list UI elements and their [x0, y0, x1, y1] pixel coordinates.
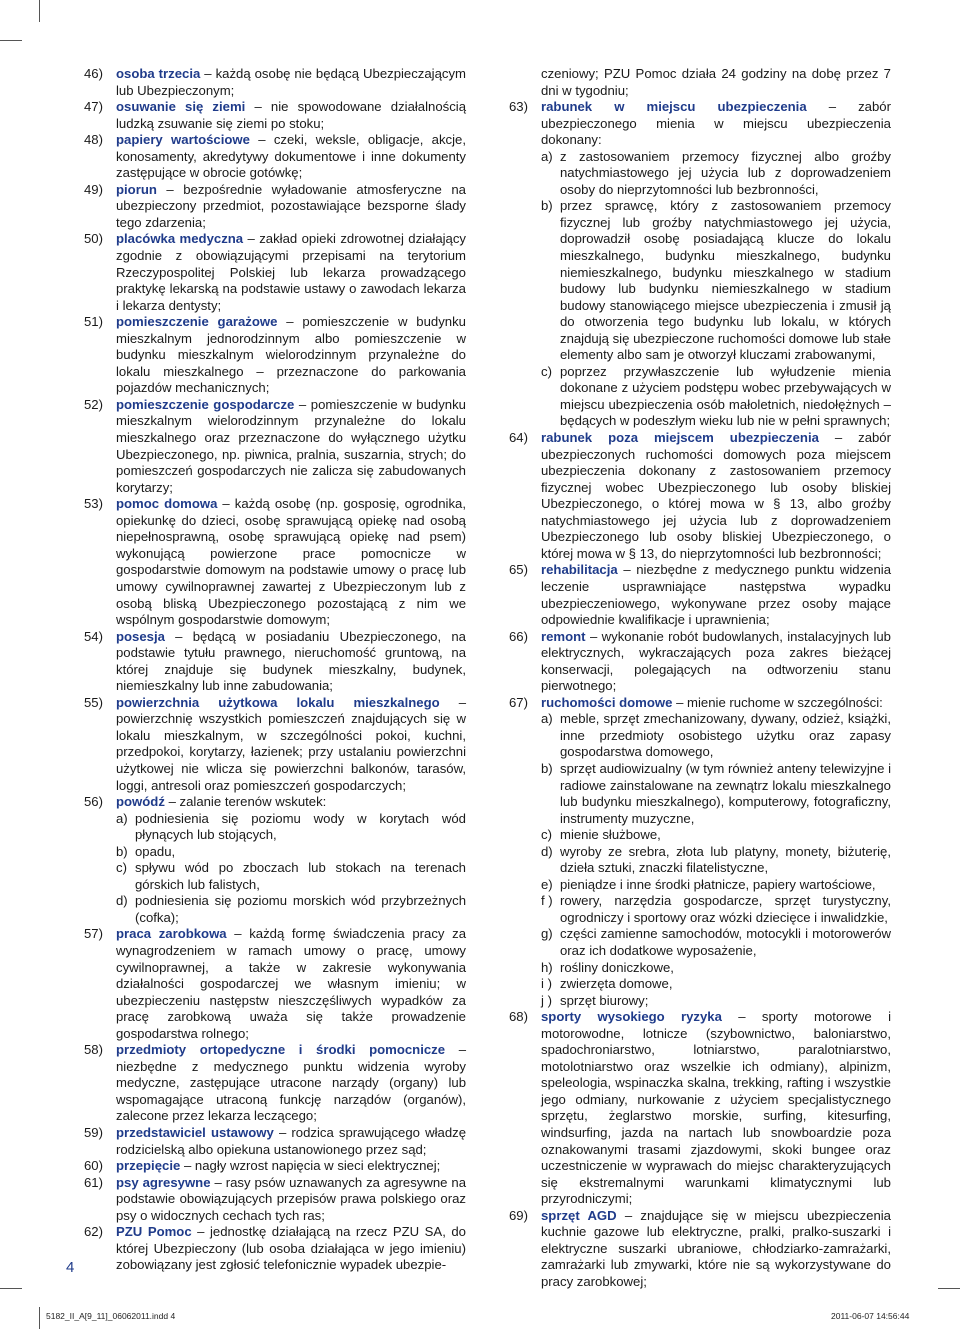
defined-term: sporty wysokiego ryzyka: [541, 1009, 722, 1025]
defined-term: psy agresywne: [116, 1174, 211, 1190]
sub-item-label: e): [541, 876, 553, 892]
defined-term: posesja: [116, 628, 165, 644]
page-number: 4: [66, 1259, 75, 1276]
definition-item: [84, 1158, 466, 1175]
item-number: 61): [84, 1174, 103, 1190]
item-number: 48): [84, 132, 103, 148]
definition-text: – znajdujące się w miejscu ubezpieczenia kuchnie gazowe lub elektryczne, pralki, pralko-suszarki i elektryczne suszarki ubraniowe, chłodziarko-zamrażarki, zamrażarki lub zmywarki, które nie są wykorzystywane do pracy zarobkowej;: [541, 1207, 891, 1289]
defined-term: powierzchnia użytkowa lokalu mieszkalnego: [116, 694, 440, 710]
definition-item: [84, 1175, 466, 1225]
crop-mark: [0, 40, 22, 41]
definition-item: [84, 926, 466, 1042]
sub-item: [541, 926, 891, 959]
item-number: 58): [84, 1042, 103, 1058]
item-number: 51): [84, 314, 103, 330]
defined-term: pomieszczenie gospodarcze: [116, 396, 295, 412]
sub-item: [541, 364, 891, 430]
definition-text: – zabór ubezpieczonego mienia w miejscu ubezpieczenia dokonany:: [541, 99, 891, 148]
item-body: [541, 430, 891, 562]
item-number: 63): [509, 99, 528, 115]
item-body: [116, 66, 466, 99]
sub-item-label: c): [116, 860, 127, 876]
definition-text: – rodzica sprawującego władzę rodzicielską albo opiekuna ustanowionego przez sąd;: [116, 1125, 467, 1157]
sub-item: [541, 893, 891, 926]
footer-timestamp: 2011-06-07 14:56:44: [831, 1311, 910, 1321]
definition-text: – niezbędne z medycznego punktu widzenia leczenie usprawniające następstwa wypadku ubezpieczeniowego, wykonywane przez osoby mające odpowiednie kwalifikacje i uprawnienia;: [541, 562, 892, 628]
definition-text: – czeki, weksle, obligacje, akcje, konosamenty, akredytywy dokumentowe i inne dokumenty zastępujące w obrocie gotówkę;: [116, 132, 467, 181]
sub-item: [541, 198, 891, 363]
defined-term: papiery wartościowe: [116, 132, 250, 148]
definition-text: – zalanie terenów wskutek:: [168, 794, 327, 810]
sub-item: [116, 893, 466, 926]
crop-mark: [39, 0, 40, 22]
definition-item: [84, 231, 466, 314]
continuation-paragraph: [509, 66, 891, 99]
sub-item-label: j ): [541, 992, 552, 1008]
item-body: [116, 314, 466, 397]
defined-term: praca zarobkowa: [116, 926, 227, 942]
sub-item: [541, 827, 891, 844]
item-number: 52): [84, 396, 103, 412]
crop-mark: [938, 1288, 960, 1289]
item-body: [116, 794, 466, 926]
sub-item-text: podniesienia się poziomu wody w korytach wód płynących lub stojących,: [135, 810, 466, 843]
definition-text: – każdą osobę (np. gosposię, ogrodnika, opiekunkę do dzieci, osobę sprawującą opiekę nad osobą niepełnosprawną, osobę sprawującą opiekę nad psem) wykonującą powierzone prace pomocnicze w gospodarstwie domowym na podstawie umowy o pracę lub umowy cywilnoprawnej zawartej z Ubezpieczonym lub z osobą bliską Ubezpieczonego pozostającą z nim we wspólnym gospodarstwie domowym;: [116, 496, 466, 628]
item-number: 60): [84, 1158, 103, 1174]
sub-item: [541, 149, 891, 199]
sub-item-text: pieniądze i inne środki płatnicze, papiery wartościowe,: [560, 876, 876, 892]
sub-item-text: zwierzęta domowe,: [560, 976, 673, 992]
sub-item-label: a): [116, 810, 128, 826]
defined-term: ruchomości domowe: [541, 694, 673, 710]
continuation-text: czeniowy; PZU Pomoc działa 24 godziny na dobę przez 7 dni w tygodniu;: [541, 66, 891, 98]
definition-text: – każdą formę świadczenia pracy za wynagrodzeniem w ramach umowy o pracę, umowy cywilnoprawnej, a także w zakresie wykonywania działalności gospodarczej we własnym imieniu; w ubezpieczeniu następstw nieszczęśliwych wypadków za pracę zarobkową uważa się także prowadzenie gospodarstwa rolnego;: [116, 926, 466, 1041]
definition-item: [84, 99, 466, 132]
definition-item: [84, 794, 466, 926]
sub-item-text: mienie służbowe,: [560, 827, 661, 843]
left-column: [84, 66, 466, 1274]
sub-item-label: d): [541, 843, 553, 859]
item-number: 49): [84, 181, 103, 197]
sub-item: [116, 860, 466, 893]
sub-item: [116, 844, 466, 861]
defined-term: piorun: [116, 181, 157, 197]
item-number: 64): [509, 430, 528, 446]
item-number: 69): [509, 1207, 528, 1223]
item-body: [116, 1224, 466, 1274]
definition-text: – pomieszczenie w budynku mieszkalnym wielorodzinnym przynależne do lokalu mieszkalnego oraz przeznaczone do wyłącznego użytku Ubezpieczonego, np. piwnica, pralnia, suszarnia, strych; do pomieszczeń gospodarczych nie zalicza się zabudowanych korytarzy;: [116, 396, 466, 495]
right-column: [509, 66, 891, 1290]
defined-term: placówka medyczna: [116, 231, 244, 247]
item-number: 47): [84, 99, 103, 115]
definition-text: – bezpośrednie wyładowanie atmosferyczne na ubezpieczony przedmiot, pozostawiające bezsporne ślady tego zdarzenia;: [116, 181, 466, 230]
item-number: 59): [84, 1125, 103, 1140]
sub-item: [541, 711, 891, 761]
defined-term: rabunek w miejscu ubezpieczenia: [541, 99, 807, 115]
footer-file-info: 5182_II_A[9_11]_06062011.indd 4: [46, 1311, 176, 1321]
sub-item: [541, 993, 891, 1010]
definition-item: [509, 1208, 891, 1291]
defined-term: remont: [541, 628, 586, 644]
item-number: 50): [84, 231, 103, 247]
definition-item: [509, 695, 891, 1009]
sub-item-label: c): [541, 827, 552, 843]
sub-item: [541, 761, 891, 827]
sub-item-text: części zamienne samochodów, motocykli i motorowerów oraz ich dodatkowe wyposażenie,: [560, 926, 891, 958]
definition-item: [84, 397, 466, 496]
definition-item: [84, 66, 466, 99]
definition-item: [509, 629, 891, 695]
sub-item: [541, 960, 891, 977]
crop-mark: [0, 1288, 22, 1289]
definition-item: [84, 1224, 466, 1274]
item-number: 68): [509, 1009, 528, 1025]
definition-text: – pomieszczenie w budynku mieszkalnym jednorodzinnym albo pomieszczenie w budynku mieszkalnym wielorodzinnym przynależne do lokalu mieszkalnego – przeznaczone do parkowania pojazdów mechanicznych;: [116, 314, 466, 396]
definition-text: – mienie ruchome w szczególności:: [676, 694, 883, 710]
sub-item-label: c): [541, 363, 552, 379]
definition-text: – powierzchnię wszystkich pomieszczeń znajdujących się w lokalu mieszkalnym, w szczególności pokoi, kuchni, przedpokoi, korytarzy, łazienek; przy ustalaniu powierzchni użytkowej nie wlicza się powierzchni balkonów, tarasów, loggi, antresoli oraz pomieszczeń gospodarczych;: [116, 694, 466, 793]
crop-mark: [39, 1307, 40, 1329]
item-number: 46): [84, 66, 103, 81]
sub-item-label: d): [116, 893, 128, 909]
sub-item-label: a): [541, 148, 553, 164]
definition-item: [84, 132, 466, 182]
item-body: [116, 629, 466, 695]
item-body: [541, 1009, 891, 1208]
definition-text: – rasy psów uznawanych za agresywne na podstawie obowiązujących przepisów prawa polskiego oraz psy o widocznych cechach tych ras;: [116, 1174, 466, 1223]
definition-item: [509, 99, 891, 430]
sub-item-label: f ): [541, 893, 553, 909]
sub-item-label: b): [541, 198, 553, 214]
sub-item: [541, 877, 891, 894]
definition-item: [84, 1125, 466, 1158]
sub-item-text: poprzez przywłaszczenie lub wyłudzenie mienia dokonane z użyciem podstępu wobec przebywających w miejscu ubezpieczenia osób małoletnich, niedołężnych – będących w podeszłym wieku lub nie w pełni sprawnych;: [560, 363, 891, 429]
item-number: 67): [509, 694, 528, 710]
definition-text: – niezbędne z medycznego punktu widzenia wyroby medyczne, zastępujące utracone narządy (organy) lub wspomagające utraconą funkcję narządów (organów), zalecone przez lekarza leczącego;: [116, 1042, 466, 1124]
item-number: 57): [84, 926, 103, 942]
defined-term: sprzęt AGD: [541, 1207, 617, 1223]
definition-text: – nie spowodowane działalnością ludzką zsuwanie się ziemi po stoku;: [116, 99, 467, 131]
item-body: [116, 1125, 466, 1158]
sub-item-label: a): [541, 711, 553, 727]
definition-item: [84, 629, 466, 695]
item-number: 66): [509, 628, 528, 644]
item-body: [541, 562, 891, 628]
sub-item-text: przez sprawcę, który z zastosowaniem przemocy fizycznej lub groźby natychmiastowego jej użycia, doprowadził osobę posiadającą klucze do lokalu mieszkalnego, budynku mieszkalnego, budynku niemieszkalnego, budynku mieszkalnego w stadium budowy lub budynku niemieszkalnego w stadium budowy stanowiącego miejsce ubezpieczenia i zmusił ją do otworzenia tego budynku lub lokalu, w których znajdują się ubezpieczone ruchomości domowe lub stałe elementy albo sam je otworzył kluczami zrabowanymi,: [560, 198, 891, 363]
sub-item-text: meble, sprzęt zmechanizowany, dywany, odzież, książki, inne przedmioty osobistego użytku oraz zapasy gospodarstwa domowego,: [560, 711, 891, 760]
defined-term: przepięcie: [116, 1158, 181, 1174]
defined-term: przedstawiciel ustawowy: [116, 1125, 274, 1140]
item-body: [541, 629, 891, 695]
sub-item-label: b): [116, 843, 128, 859]
definition-item: [84, 182, 466, 232]
item-number: 54): [84, 628, 103, 644]
defined-term: rabunek poza miejscem ubezpieczenia: [541, 430, 819, 446]
defined-term: osoba trzecia: [116, 66, 201, 81]
sub-item-text: sprzęt audiowizualny (w tym również anteny telewizyjne i radiowe zainstalowane na zewnątrz lokalu mieszkalnego lub budynku mieszkalnego), komputerowy, fotograficzny, instrumenty muzyczne,: [560, 760, 891, 826]
definition-item: [84, 496, 466, 628]
item-number: 62): [84, 1224, 103, 1240]
defined-term: rehabilitacja: [541, 562, 618, 578]
sub-item-text: opadu,: [135, 843, 176, 859]
sub-item-text: wyroby ze srebra, złota lub platyny, monety, biżuterię, dzieła sztuki, znaczki filatelistyczne,: [560, 843, 891, 876]
sub-item-text: rośliny doniczkowe,: [560, 959, 674, 975]
sub-item-label: i ): [541, 976, 552, 992]
item-body: [116, 182, 466, 232]
definition-text: – zabór ubezpieczonych ruchomości domowych poza miejscem ubezpieczenia dokonany z zastosowaniem przemocy fizycznej wobec Ubezpieczonego lub osoby bliskiej Ubezpieczonego, o której mowa w § 13, albo groźby natychmiastowego jej użycia lub z doprowadzeniem Ubezpieczonego lub osoby bliskiej Ubezpieczonego, o której mowa w § 13, do nieprzytomności lub bezbronności;: [541, 430, 891, 561]
sub-item-text: spływu wód po zboczach lub stokach na terenach górskich lub falistych,: [135, 860, 466, 892]
definition-text: – sporty motorowe i motorowodne, lotnicze (szybownictwo, baloniarstwo, spadochroniarstwo, lotniarstwo, paralotniarstwo, motolotniarstwo oraz wszelkie ich odmiany), alpinizm, speleologia, wspinaczka skalna, trekking, rafting i wszystkie jego odmiany, nurkowanie z użyciem specjalistycznego sprzętu, żeglarstwo morskie, surfing, kitesurfing, windsurfing, jazda na nartach lub snowboardzie poza oznakowanymi trasami zjazdowymi, skoki bungee oraz uczestniczenie w wyprawach do miejsc charakteryzujących się ekstremalnymi warunkami klimatycznymi lub przyrodniczymi;: [541, 1009, 891, 1207]
defined-term: pomoc domowa: [116, 496, 218, 512]
sub-item-text: z zastosowaniem przemocy fizycznej albo groźby natychmiastowego jej użycia lub z doprowadzeniem osoby do nieprzytomności lub bezbronności,: [560, 148, 891, 197]
defined-term: przedmioty ortopedyczne i środki pomocnicze: [116, 1042, 446, 1058]
sub-item-text: sprzęt biurowy;: [560, 992, 649, 1008]
definition-text: – wykonanie robót budowlanych, instalacyjnych lub elektrycznych, wykraczających poza zakres bieżącej konserwacji, polegających na odtworzeniu stanu pierwotnego;: [541, 628, 891, 694]
defined-term: pomieszczenie garażowe: [116, 314, 278, 330]
definition-item: [509, 562, 891, 628]
item-number: 65): [509, 562, 528, 578]
defined-term: powódź: [116, 794, 165, 810]
item-number: 55): [84, 694, 103, 710]
item-body: [116, 1042, 466, 1125]
item-body: [116, 1158, 466, 1175]
defined-term: PZU Pomoc: [116, 1224, 192, 1240]
definition-item: [509, 1009, 891, 1208]
item-number: 56): [84, 794, 103, 810]
item-body: [116, 231, 466, 314]
sub-item: [541, 976, 891, 993]
item-body: [541, 99, 891, 430]
sub-item-text: podniesienia się poziomu morskich wód przybrzeżnych (cofka);: [135, 893, 466, 925]
sub-item-text: rowery, narzędzia gospodarcze, sprzęt turystyczny, ogrodniczy i sportowy oraz wózki dziecięce i inwalidzkie,: [560, 893, 891, 925]
item-body: [116, 926, 466, 1042]
item-body: [116, 99, 466, 132]
item-body: [116, 1175, 466, 1225]
definition-text: – każdą osobę nie będącą Ubezpieczającym lub Ubezpieczonym;: [116, 66, 466, 98]
definition-item: [84, 314, 466, 397]
item-body: [116, 695, 466, 794]
definition-text: – jednostkę działającą na rzecz PZU SA, do której Ubezpieczony (lub osoba działająca w jego imieniu) zobowiązany jest zgłosić telefonicznie wypadek ubezpie-: [116, 1224, 466, 1273]
sub-item-label: h): [541, 959, 553, 975]
sub-item: [116, 811, 466, 844]
sub-item: [541, 844, 891, 877]
definition-text: – zakład opieki zdrowotnej działający zgodnie z obowiązującymi przepisami na terytorium Rzeczypospolitej Polskiej lub lekarza prowadzącego praktykę lekarską na podstawie ustawy o zawodach lekarza i lekarza dentysty;: [116, 231, 466, 313]
item-number: 53): [84, 496, 103, 512]
definition-item: [84, 1042, 466, 1125]
sub-item-label: g): [541, 926, 553, 942]
item-body: [116, 132, 466, 182]
definition-text: – będącą w posiadaniu Ubezpieczonego, na podstawie tytułu prawnego, nieruchomość gruntową, na której znajduje się budynek mieszkalny, budynek, niemieszkalny lub inne zabudowania;: [116, 628, 466, 694]
definition-item: [84, 695, 466, 794]
item-body: [116, 397, 466, 496]
item-body: [116, 496, 466, 628]
definition-item: [509, 430, 891, 562]
sub-item-label: b): [541, 760, 553, 776]
item-body: [541, 695, 891, 1009]
defined-term: osuwanie się ziemi: [116, 99, 246, 115]
item-body: [541, 1208, 891, 1291]
definition-text: – nagły wzrost napięcia w sieci elektrycznej;: [183, 1158, 441, 1174]
